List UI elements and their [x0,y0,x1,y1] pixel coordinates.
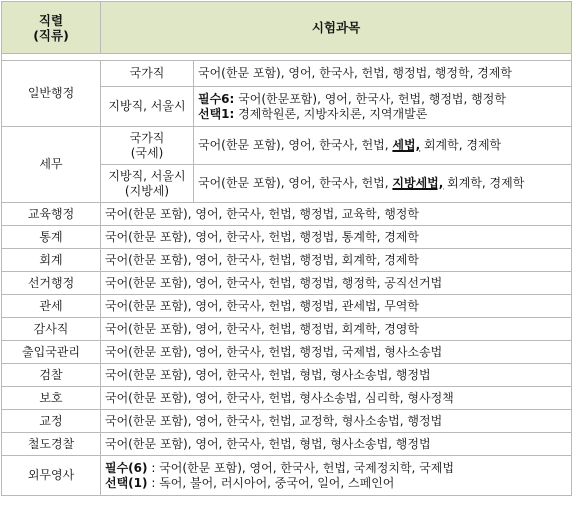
category-cell: 관세 [2,295,101,318]
subcategory-line2: (국세) [130,145,164,160]
subcategory-cell [101,165,194,203]
subjects-cell: 국어(한문 포함), 영어, 한국사, 헌법, 행정법, 통계학, 경제학 [101,226,572,249]
table-row [2,203,572,226]
table-row [2,456,572,496]
subcategory-line2: (지방세) [124,183,170,198]
required-subjects-line [198,92,567,107]
subjects-pre: 국어(한문 포함), 영어, 한국사, 헌법, [198,138,393,152]
subcategory-cell: 국가직 [101,61,194,87]
required-subjects: 국어(한문포함), 영어, 한국사, 헌법, 행정법, 행정학 [234,91,506,106]
optional-subjects: 경제학원론, 지방자치론, 지역개발론 [234,106,428,121]
subjects-cell: 국어(한문 포함), 영어, 한국사, 헌법, 행정법, 회계학, 경영학 [101,318,572,341]
category-cell: 세무 [2,127,101,203]
table-row [2,318,572,341]
subjects-cell: 국어(한문 포함), 영어, 한국사, 헌법, 교정학, 형사소송법, 행정법 [101,410,572,433]
exam-subjects-table [1,1,572,496]
subjects-cell: 국어(한문 포함), 영어, 한국사, 헌법, 행정법, 관세법, 무역학 [101,295,572,318]
table-row [2,364,572,387]
subjects-cell: 국어(한문 포함), 영어, 한국사, 헌법, 행정법, 행정학, 공직선거법 [101,272,572,295]
emphasized-subject: 세법, [392,138,421,152]
header-job-series-line1: 직렬 [38,12,64,28]
header-exam-subjects: 시험과목 [101,2,572,54]
category-cell: 교육행정 [2,203,101,226]
subcategory-cell [101,127,194,165]
subjects-cell [101,456,572,496]
optional-subjects-line [105,476,567,491]
table-row [2,410,572,433]
category-cell: 출입국관리 [2,341,101,364]
optional-subjects-line [198,107,567,122]
required-subjects: : 국어(한문 포함), 영어, 한국사, 헌법, 국제정치학, 국제법 [147,460,454,475]
table-row [2,61,572,87]
optional-subjects: : 독어, 불어, 러시아어, 중국어, 일어, 스페인어 [147,475,395,490]
header-job-series [2,2,101,54]
subjects-cell: 국어(한문 포함), 영어, 한국사, 헌법, 형사소송법, 심리학, 형사정책 [101,387,572,410]
category-cell: 회계 [2,249,101,272]
category-cell: 검찰 [2,364,101,387]
category-cell: 교정 [2,410,101,433]
category-cell: 통계 [2,226,101,249]
subjects-cell: 국어(한문 포함), 영어, 한국사, 헌법, 행정법, 국제법, 형사소송법 [101,341,572,364]
subjects-cell [194,165,572,203]
subcategory-cell: 지방직, 서울시 [101,87,194,127]
subjects-cell: 국어(한문 포함), 영어, 한국사, 헌법, 형법, 형사소송법, 행정법 [101,433,572,456]
required-label: 필수6: [198,91,235,106]
category-cell: 외무영사 [2,456,101,496]
table-row [2,272,572,295]
header-row [2,2,572,54]
subjects-cell [194,87,572,127]
optional-label: 선택(1) [105,475,148,490]
table-row [2,295,572,318]
subjects-post: 회계학, 경제학 [443,176,525,190]
subjects-post: 회계학, 경제학 [420,138,502,152]
category-cell: 선거행정 [2,272,101,295]
table-row [2,127,572,165]
subjects-cell: 국어(한문 포함), 영어, 한국사, 헌법, 행정법, 행정학, 경제학 [194,61,572,87]
category-cell: 감사직 [2,318,101,341]
subjects-pre: 국어(한문 포함), 영어, 한국사, 헌법, [198,176,393,190]
subjects-cell [194,127,572,165]
subjects-cell: 국어(한문 포함), 영어, 한국사, 헌법, 행정법, 회계학, 경제학 [101,249,572,272]
table-row [2,249,572,272]
header-gap [2,54,572,61]
required-subjects-line [105,461,567,476]
subcategory-line1: 지방직, 서울시 [108,168,186,183]
header-job-series-line2: (직류) [33,27,69,43]
category-cell: 보호 [2,387,101,410]
subjects-cell: 국어(한문 포함), 영어, 한국사, 헌법, 행정법, 교육학, 행정학 [101,203,572,226]
category-cell: 철도경찰 [2,433,101,456]
required-label: 필수(6) [105,460,148,475]
optional-label: 선택1: [198,106,235,121]
subcategory-line1: 국가직 [129,130,165,145]
table-row [2,387,572,410]
table-row [2,433,572,456]
table-row [2,226,572,249]
category-cell: 일반행정 [2,61,101,127]
subjects-cell: 국어(한문 포함), 영어, 한국사, 헌법, 형법, 형사소송법, 행정법 [101,364,572,387]
emphasized-subject: 지방세법, [392,176,444,190]
table-row [2,341,572,364]
